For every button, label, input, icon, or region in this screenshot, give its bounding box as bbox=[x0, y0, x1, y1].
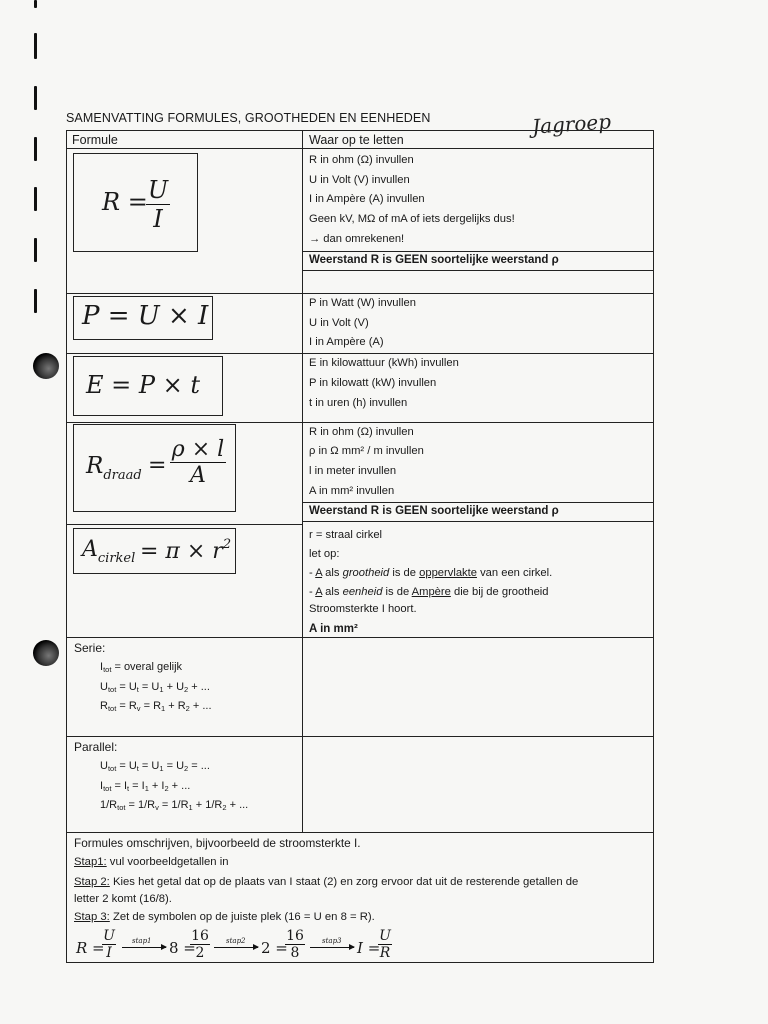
step-3 bbox=[74, 911, 375, 923]
step-text: Kies het getal dat op de plaats van I staat (2) en zorg ervoor dat uit de resterende getallen de bbox=[109, 876, 579, 888]
note-line: - A als grootheid is de oppervlakte van een cirkel. bbox=[309, 567, 553, 579]
table-rule bbox=[66, 353, 654, 354]
derivation-result-lhs: I = bbox=[357, 939, 381, 957]
note-line: I in Ampère (A) bbox=[309, 336, 384, 348]
note-line: t in uren (h) invullen bbox=[309, 397, 408, 409]
note-line: E in kilowattuur (kWh) invullen bbox=[309, 357, 459, 369]
warning-line: Weerstand R is GEEN soortelijke weerstand ρ bbox=[309, 254, 559, 266]
derivation-lhs: R = bbox=[76, 939, 105, 957]
punch-hole bbox=[33, 353, 59, 379]
table-rule bbox=[66, 148, 654, 149]
formula-equals: = bbox=[148, 453, 167, 478]
binder-mark bbox=[34, 187, 37, 211]
fraction-numerator: U bbox=[147, 176, 169, 204]
formula-subscript: draad bbox=[103, 468, 142, 483]
fraction-denominator: I bbox=[153, 205, 163, 233]
formula-lhs bbox=[82, 537, 135, 566]
note-line: U in Volt (V) invullen bbox=[309, 174, 410, 186]
note-line: R in ohm (Ω) invullen bbox=[309, 154, 414, 166]
note-line: Geen kV, MΩ of mA of iets dergelijks dus! bbox=[309, 213, 515, 225]
binder-mark bbox=[34, 86, 37, 110]
table-rule bbox=[66, 293, 654, 294]
handwritten-signature: Jagroep bbox=[531, 109, 612, 139]
parallel-title: Parallel: bbox=[74, 740, 118, 754]
step-arrow-label: stap2 bbox=[226, 937, 246, 945]
circle-area-formula-box bbox=[73, 528, 236, 574]
serie-line: $R_{tot} = R_v = R_1 + R_2$ + ... bbox=[100, 700, 212, 713]
resistance-formula-box bbox=[73, 153, 198, 252]
step-label: Stap 2: bbox=[74, 876, 110, 888]
table-rule bbox=[66, 832, 654, 833]
fraction-denominator: A bbox=[190, 463, 206, 488]
step-2-cont: letter 2 komt (16/8). bbox=[74, 893, 172, 905]
formula-exponent: 2 bbox=[222, 537, 232, 552]
note-line: l in meter invullen bbox=[309, 465, 397, 477]
power-formula-box bbox=[73, 296, 213, 340]
note-line: ρ in Ω mm² / m invullen bbox=[309, 445, 424, 457]
formula-lhs: R = bbox=[102, 188, 148, 216]
step-2 bbox=[74, 876, 578, 888]
column-header-formula: Formule bbox=[72, 133, 118, 147]
note-line: U in Volt (V) bbox=[309, 317, 369, 329]
note-line: Stroomsterkte I hoort. bbox=[309, 603, 417, 615]
table-rule bbox=[66, 637, 654, 638]
formula-text: P = U × I bbox=[82, 301, 209, 331]
derivation-fraction: 16 2 bbox=[191, 928, 209, 961]
note-line: P in kilowatt (kW) invullen bbox=[309, 377, 437, 389]
binder-mark bbox=[34, 0, 37, 8]
table-rule bbox=[66, 422, 654, 423]
punch-hole bbox=[33, 640, 59, 666]
note-line: r = straal cirkel bbox=[309, 529, 383, 541]
formula-symbol: A bbox=[82, 537, 98, 562]
formula-fraction bbox=[170, 437, 226, 488]
note-line: → dan omrekenen! bbox=[309, 233, 405, 245]
warning-line: Weerstand R is GEEN soortelijke weerstand ρ bbox=[309, 505, 559, 517]
derivation-fraction: 16 8 bbox=[286, 928, 304, 961]
parallel-line: $U_{tot} = U_t = U_1 = U_2$ = ... bbox=[100, 760, 210, 773]
step-arrow bbox=[122, 947, 166, 948]
table-rule bbox=[302, 502, 654, 503]
formula-symbol: R bbox=[86, 453, 104, 479]
note-line: - A als eenheid is de Ampère die bij de grootheid bbox=[309, 586, 549, 598]
wire-resistance-formula-box bbox=[73, 424, 236, 512]
table-rule bbox=[302, 130, 303, 832]
derivation-value: 8 = bbox=[169, 939, 196, 957]
rewrite-title: Formules omschrijven, bijvoorbeeld de stroomsterkte I. bbox=[74, 836, 361, 850]
table-rule bbox=[302, 521, 654, 522]
parallel-line: $1/R_{tot} = 1/R_v = 1/R_1 + 1/R_2$ + ... bbox=[100, 799, 249, 812]
derivation-value: 2 = bbox=[261, 939, 288, 957]
formula-fraction bbox=[146, 176, 170, 233]
note-line: A in mm² bbox=[309, 623, 358, 635]
derivation-fraction: U R bbox=[379, 928, 391, 961]
table-rule bbox=[66, 524, 302, 525]
formula-text: E = P × t bbox=[86, 371, 201, 399]
derivation-fraction: U I bbox=[103, 928, 115, 961]
table-rule bbox=[66, 736, 654, 737]
document-title: SAMENVATTING FORMULES, GROOTHEDEN EN EENHEDEN bbox=[66, 111, 431, 125]
serie-title: Serie: bbox=[74, 641, 106, 655]
serie-line: $U_{tot} = U_t = U_1 + U_2$ + ... bbox=[100, 681, 210, 694]
binder-mark bbox=[34, 289, 37, 313]
step-arrow bbox=[214, 947, 258, 948]
formula-rhs-text: = π × r bbox=[140, 539, 223, 564]
step-arrow-label: stap1 bbox=[132, 937, 152, 945]
formula-rhs bbox=[140, 537, 231, 564]
binder-mark bbox=[34, 137, 37, 161]
note-line: A in mm² invullen bbox=[309, 485, 395, 497]
formula-lhs bbox=[86, 453, 142, 483]
binder-mark bbox=[34, 33, 37, 59]
step-text: Zet de symbolen op de juiste plek (16 = U en 8 = R). bbox=[109, 911, 375, 923]
binder-mark bbox=[34, 238, 37, 262]
step-label: Stap 3: bbox=[74, 911, 110, 923]
formula-subscript: cirkel bbox=[97, 551, 136, 566]
energy-formula-box bbox=[73, 356, 223, 416]
step-1 bbox=[74, 856, 229, 868]
step-arrow bbox=[310, 947, 354, 948]
column-header-notes: Waar op te letten bbox=[309, 133, 404, 147]
parallel-line: $I_{tot} = I_t = I_1 + I_2$ + ... bbox=[100, 780, 191, 793]
table-rule bbox=[302, 270, 654, 271]
serie-line: $I_{tot}$ = overal gelijk bbox=[100, 661, 183, 674]
note-line: let op: bbox=[309, 548, 340, 560]
note-line: P in Watt (W) invullen bbox=[309, 297, 416, 309]
step-label: Stap1: bbox=[74, 856, 107, 868]
note-line: R in ohm (Ω) invullen bbox=[309, 426, 414, 438]
step-text: vul voorbeeldgetallen in bbox=[106, 856, 229, 868]
note-line: I in Ampère (A) invullen bbox=[309, 193, 425, 205]
table-rule bbox=[302, 251, 654, 252]
fraction-numerator: ρ × l bbox=[171, 437, 225, 462]
step-arrow-label: stap3 bbox=[322, 937, 342, 945]
